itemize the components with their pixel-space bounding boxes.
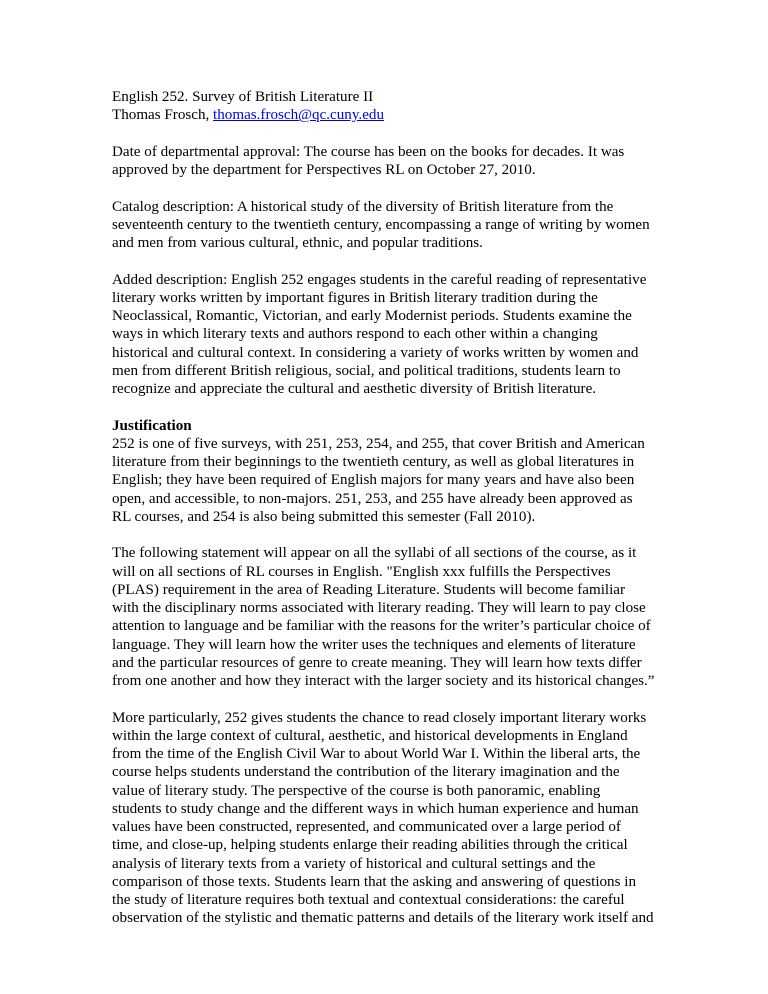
justification-section	[112, 417, 658, 527]
text-line: ways in which literary texts and authors respond to each other within a changing	[112, 326, 598, 343]
text-line: (PLAS) requirement in the area of Reading Literature. Students will become familiar	[112, 581, 626, 598]
added-description-paragraph	[112, 271, 658, 399]
text-line: RL courses, and 254 is also being submitted this semester (Fall 2010).	[112, 508, 536, 525]
text-line: Date of departmental approval: The course has been on the books for decades. It was	[112, 143, 625, 160]
text-line: and the particular resources of genre to create meaning. They will learn how texts differ	[112, 654, 642, 671]
text-line: values have been constructed, represented, and communicated over a large period of	[112, 819, 621, 835]
text-line: historical and cultural context. In considering a variety of works written by women and	[112, 344, 639, 361]
text-line: will on all sections of RL courses in English. "English xxx fulfills the Perspectives	[112, 563, 611, 580]
text-line: language. They will learn how the writer uses the techniques and elements of literature	[112, 636, 636, 653]
text-line: 252 is one of five surveys, with 251, 253, 254, and 255, that cover British and American	[112, 435, 645, 452]
text-line: and men from various cultural, ethnic, and popular traditions.	[112, 235, 483, 251]
text-line: Added description: English 252 engages students in the careful reading of representative	[112, 271, 647, 288]
text-line: analysis of literary texts from a variety of historical and cultural settings and the	[112, 855, 596, 872]
text-line: attention to language and be familiar with the reasons for the writer’s particular choice of	[112, 618, 651, 635]
text-line: open, and accessible, to non-majors. 251, 253, and 255 have already been approved as	[112, 490, 633, 507]
text-line: literary works written by important figures in British literary tradition during the	[112, 289, 598, 306]
text-line: Catalog description: A historical study of the diversity of British literature from the	[112, 198, 614, 215]
text-line: English; they have been required of English majors for many years and have also been	[112, 472, 635, 489]
text-line: literature from their beginnings to the twentieth century, as well as global literatures in	[112, 454, 635, 470]
text-line: from one another and how they interact with the larger society and its historical changes.”	[112, 673, 655, 689]
text-line: time, and close-up, helping students enlarge their reading abilities through the critical	[112, 837, 628, 854]
more-particularly-paragraph	[112, 709, 658, 928]
text-line: from the time of the English Civil War to about World War I. Within the liberal arts, the	[112, 746, 641, 762]
text-line: approved by the department for Perspectives RL on October 27, 2010.	[112, 162, 536, 178]
text-line: within the large context of cultural, aesthetic, and historical developments in England	[112, 727, 628, 744]
catalog-description-paragraph	[112, 198, 658, 253]
text-line: value of literary study. The perspective of the course is both panoramic, enabling	[112, 782, 601, 799]
justification-heading: Justification	[112, 417, 192, 434]
text-line: recognize and appreciate the cultural and aesthetic diversity of British literature.	[112, 381, 597, 397]
text-line: with the disciplinary norms associated with literary reading. They will learn to pay close	[112, 600, 646, 616]
course-title: English 252. Survey of British Literature II	[112, 89, 374, 105]
text-line: The following statement will appear on all the syllabi of all sections of the course, as it	[112, 545, 637, 562]
instructor-email-link[interactable]: thomas.frosch@qc.cuny.edu	[213, 107, 384, 124]
syllabus-statement-paragraph	[112, 544, 658, 690]
instructor-name: Thomas Frosch,	[112, 107, 214, 124]
text-line: seventeenth century to the twentieth century, encompassing a range of writing by women	[112, 216, 650, 233]
document-page	[112, 88, 658, 946]
approval-paragraph	[112, 143, 658, 180]
instructor-line	[112, 106, 658, 124]
text-line: observation of the stylistic and thematic patterns and details of the literary work itself and	[112, 910, 654, 927]
text-line: comparison of those texts. Students learn that the asking and answering of questions in	[112, 873, 636, 890]
text-line: course helps students understand the contribution of the literary imagination and the	[112, 764, 620, 781]
text-line: the study of literature requires both textual and contextual considerations: the careful	[112, 892, 625, 908]
text-line: students to study change and the different ways in which human experience and human	[112, 800, 639, 817]
text-line: Neoclassical, Romantic, Victorian, and early Modernist periods. Students examine the	[112, 308, 632, 324]
course-header	[112, 88, 658, 125]
text-line: men from different British religious, social, and political traditions, students learn to	[112, 362, 621, 379]
text-line: More particularly, 252 gives students the chance to read closely important literary works	[112, 709, 647, 726]
